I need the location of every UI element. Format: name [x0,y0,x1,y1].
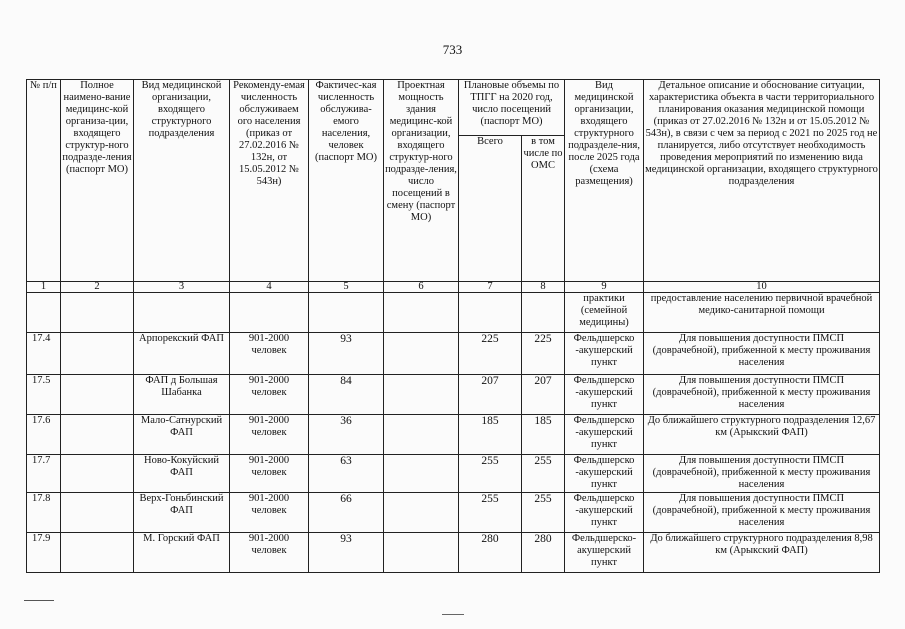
table-row [27,455,880,493]
row-description: Для повышения доступности ПМСП (доврачебной), прибженной к месту проживания населения [644,455,880,493]
row-number: 17.4 [27,333,61,375]
header-recommended-population: Рекоменду-емая численность обслуживаем ого населения (приказ от 27.02.2016 № 132н, от 15.05.2012 № 543н) [230,80,309,282]
row-type-after-2025: Фельдшерско -акушерский пункт [565,333,644,375]
column-number: 4 [230,282,309,293]
row-oms-visits: 225 [522,333,565,375]
header-design-capacity: Проектная мощность здания медицинс-кой организации, входящего структур-ного подразде-ления, число посещений в смену (паспорт МО) [384,80,459,282]
row-facility-type: Верх-Гоньбинский ФАП [134,493,230,533]
row-type-after-2025: Фельдшерско -акушерский пункт [565,493,644,533]
column-number: 5 [309,282,384,293]
row-total-visits: 225 [459,333,522,375]
row-oms-visits: 207 [522,375,565,415]
row-type-after-2025: Фельдшерско-акушерский пункт [565,533,644,573]
row-facility-type: Ново-Кокуйский ФАП [134,455,230,493]
column-number: 8 [522,282,565,293]
column-number: 10 [644,282,880,293]
row-design-capacity [384,455,459,493]
table-row [27,493,880,533]
row-facility-type: Мало-Сатнурский ФАП [134,415,230,455]
row-facility-type: ФАП д Большая Шабанка [134,375,230,415]
row-type-after-2025: Фельдшерско -акушерский пункт [565,455,644,493]
column-number: 7 [459,282,522,293]
row-number: 17.9 [27,533,61,573]
row-description: До ближайшего структурного подразделения 8,98 км (Арыкский ФАП) [644,533,880,573]
row-full-name [61,375,134,415]
facilities-table [26,79,880,573]
column-number: 9 [565,282,644,293]
header-planned-volumes: Плановые объемы по ТПГГ на 2020 год, число посещений (паспорт МО) [459,80,565,136]
row-total-visits: 207 [459,375,522,415]
row-actual-population: 93 [309,533,384,573]
header-oms: в том числе по ОМС [522,136,565,282]
row-actual-population: 84 [309,375,384,415]
row-number: 17.5 [27,375,61,415]
row-description: Для повышения доступности ПМСП (доврачебной), прибженной к месту проживания населения [644,375,880,415]
column-number: 1 [27,282,61,293]
header-org-type: Вид медицинской организации, входящего структурного подразделения [134,80,230,282]
row-description: До ближайшего структурного подразделения 12,67 км (Арыкский ФАП) [644,415,880,455]
column-number: 3 [134,282,230,293]
table-row [27,375,880,415]
row-actual-population: 36 [309,415,384,455]
row-oms-visits: 255 [522,455,565,493]
divider [24,600,54,601]
header-actual-population: Фактичес-кая численность обслужива-емого населения, человек (паспорт МО) [309,80,384,282]
row-full-name [61,493,134,533]
row-oms-visits: 280 [522,533,565,573]
row-facility-type: Арпорекский ФАП [134,333,230,375]
row-recommended-population: 901-2000 человек [230,533,309,573]
row-design-capacity [384,333,459,375]
row-recommended-population: 901-2000 человек [230,375,309,415]
row-full-name [61,455,134,493]
header-num: № п/п [27,80,61,282]
row-facility-type: М. Горский ФАП [134,533,230,573]
row-oms-visits: 185 [522,415,565,455]
row-design-capacity [384,375,459,415]
header-type-after-2025: Вид медицинской организации, входящего структурного подразделе-ния, после 2025 года (схема размещения) [565,80,644,282]
row-full-name [61,533,134,573]
header-total: Всего [459,136,522,282]
row-recommended-population: 901-2000 человек [230,455,309,493]
row-total-visits: 255 [459,455,522,493]
header-description: Детальное описание и обоснование ситуации, характеристика объекта в части территориального планирования оказания медицинской помощи (приказ от 27.02.2016 № 132н и от 15.05.2012 № 543н), в связи с чем за период с 2021 по 2025 год не планируется, либо отсутствует необходимость проведения мероприятий по изменению вида медицинской организации, входящего структурного подразделения [644,80,880,282]
column-number: 2 [61,282,134,293]
continuation-type: практики (семейной медицины) [565,293,644,333]
row-number: 17.6 [27,415,61,455]
row-design-capacity [384,415,459,455]
row-design-capacity [384,493,459,533]
row-total-visits: 185 [459,415,522,455]
row-actual-population: 63 [309,455,384,493]
row-total-visits: 280 [459,533,522,573]
divider [442,614,464,615]
row-full-name [61,415,134,455]
table-row [27,533,880,573]
row-recommended-population: 901-2000 человек [230,333,309,375]
row-type-after-2025: Фельдшерско -акушерский пункт [565,415,644,455]
table-row [27,415,880,455]
row-recommended-population: 901-2000 человек [230,415,309,455]
row-total-visits: 255 [459,493,522,533]
column-number: 6 [384,282,459,293]
row-full-name [61,333,134,375]
row-number: 17.8 [27,493,61,533]
continuation-description: предоставление населению первичной врачебной медико-санитарной помощи [644,293,880,333]
row-recommended-population: 901-2000 человек [230,493,309,533]
row-actual-population: 93 [309,333,384,375]
row-description: Для повышения доступности ПМСП (доврачебной), прибженной к месту проживания населения [644,493,880,533]
row-type-after-2025: Фельдшерско -акушерский пункт [565,375,644,415]
row-design-capacity [384,533,459,573]
table-row [27,333,880,375]
row-description: Для повышения доступности ПМСП (доврачебной), прибженной к месту проживания населения [644,333,880,375]
row-actual-population: 66 [309,493,384,533]
row-number: 17.7 [27,455,61,493]
page-number: 733 [442,42,463,57]
header-full-name: Полное наимено-вание медицинс-кой организа-ции, входящего структур-ного подразде-ления (паспорт МО) [61,80,134,282]
row-oms-visits: 255 [522,493,565,533]
